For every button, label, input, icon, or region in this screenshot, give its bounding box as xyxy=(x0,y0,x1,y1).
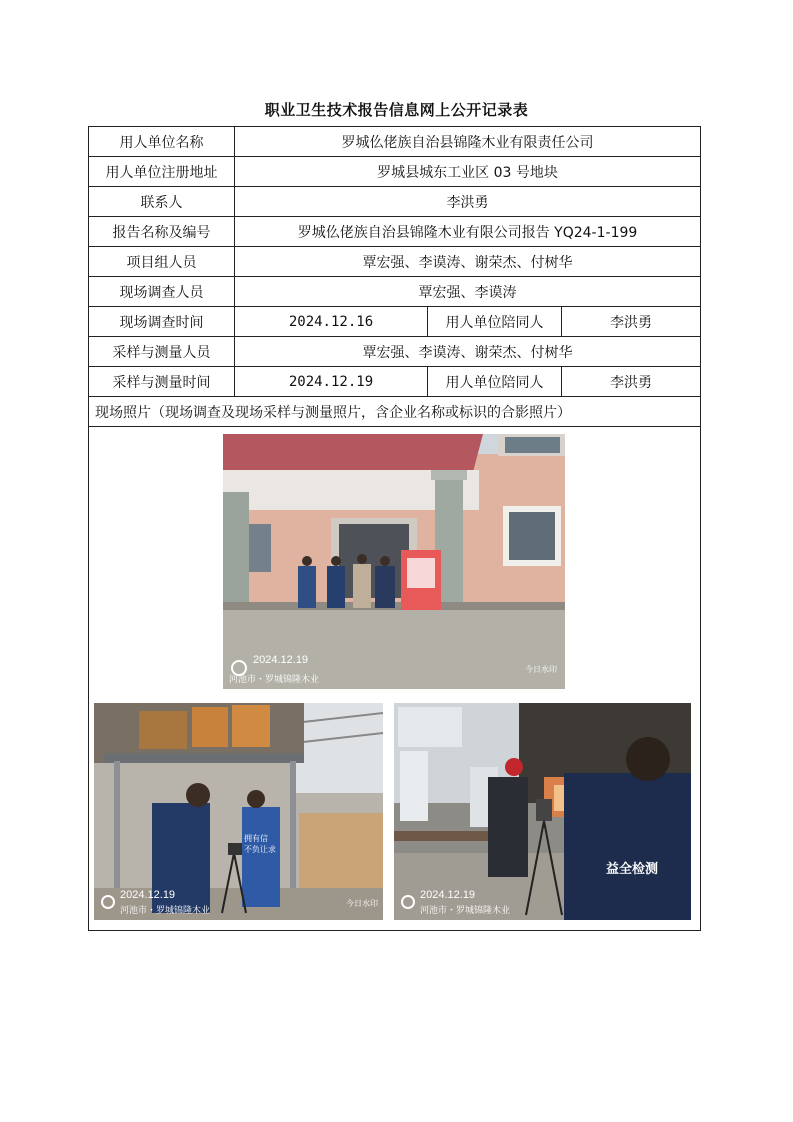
watermark-brand: 今日水印 xyxy=(525,665,557,674)
row-photos-header xyxy=(89,397,701,427)
site-investigators-value: 覃宏强、李谟涛 xyxy=(235,277,701,307)
site-investigation-date: 2024.12.16 xyxy=(235,307,428,337)
photo-date-stamp: 2024.12.19 xyxy=(253,654,309,666)
label-cell: 用人单位名称 xyxy=(89,127,235,157)
registered-address-value: 罗城县城东工业区 03 号地块 xyxy=(235,157,701,187)
record-table xyxy=(88,126,701,931)
row-report-name xyxy=(89,217,701,247)
photo-location-stamp: 河池市・罗城锦隆木业 xyxy=(420,906,511,916)
label-cell: 采样与测量人员 xyxy=(89,337,235,367)
watermark-brand: 今日水印 xyxy=(346,899,378,908)
photo-date-stamp: 2024.12.19 xyxy=(420,889,476,901)
vest-slogan-2: 不负让求 xyxy=(244,845,276,854)
label-cell: 用人单位注册地址 xyxy=(89,157,235,187)
sampling-photo-furnace xyxy=(394,703,691,920)
photo-location-stamp: 河池市・罗城锦隆木业 xyxy=(120,906,211,916)
row-photos xyxy=(89,427,701,931)
vest-logo-text: 益全检测 xyxy=(606,862,659,877)
row-employer-name xyxy=(89,127,701,157)
photos-header: 现场照片（现场调查及现场采样与测量照片，含企业名称或标识的合影照片） xyxy=(89,397,701,427)
companion-value: 李洪勇 xyxy=(562,307,701,337)
sampling-photo-workshop xyxy=(94,703,383,920)
companion-label: 用人单位陪同人 xyxy=(428,367,562,397)
contact-value: 李洪勇 xyxy=(235,187,701,217)
companion-value: 李洪勇 xyxy=(562,367,701,397)
label-cell: 项目组人员 xyxy=(89,247,235,277)
companion-label: 用人单位陪同人 xyxy=(428,307,562,337)
document-title: 职业卫生技术报告信息网上公开记录表 xyxy=(264,101,529,119)
photo-location-stamp: 河池市・罗城锦隆木业 xyxy=(229,675,320,685)
label-cell: 现场调查时间 xyxy=(89,307,235,337)
row-site-investigators xyxy=(89,277,701,307)
employer-name-value: 罗城仫佬族自治县锦隆木业有限责任公司 xyxy=(235,127,701,157)
sampling-date: 2024.12.19 xyxy=(235,367,428,397)
row-contact xyxy=(89,187,701,217)
label-cell: 报告名称及编号 xyxy=(89,217,235,247)
photos-cell xyxy=(89,427,701,931)
photo-date-stamp: 2024.12.19 xyxy=(120,889,176,901)
label-cell: 联系人 xyxy=(89,187,235,217)
row-sampling-staff xyxy=(89,337,701,367)
label-cell: 现场调查人员 xyxy=(89,277,235,307)
row-registered-address xyxy=(89,157,701,187)
report-name-value: 罗城仫佬族自治县锦隆木业有限公司报告 YQ24-1-199 xyxy=(235,217,701,247)
sampling-staff-value: 覃宏强、李谟涛、谢荣杰、付树华 xyxy=(235,337,701,367)
row-project-team xyxy=(89,247,701,277)
vest-slogan-1: 拥有信 xyxy=(244,834,268,843)
row-site-investigation-time xyxy=(89,307,701,337)
label-cell: 采样与测量时间 xyxy=(89,367,235,397)
group-photo xyxy=(223,434,565,689)
row-sampling-time xyxy=(89,367,701,397)
project-team-value: 覃宏强、李谟涛、谢荣杰、付树华 xyxy=(235,247,701,277)
